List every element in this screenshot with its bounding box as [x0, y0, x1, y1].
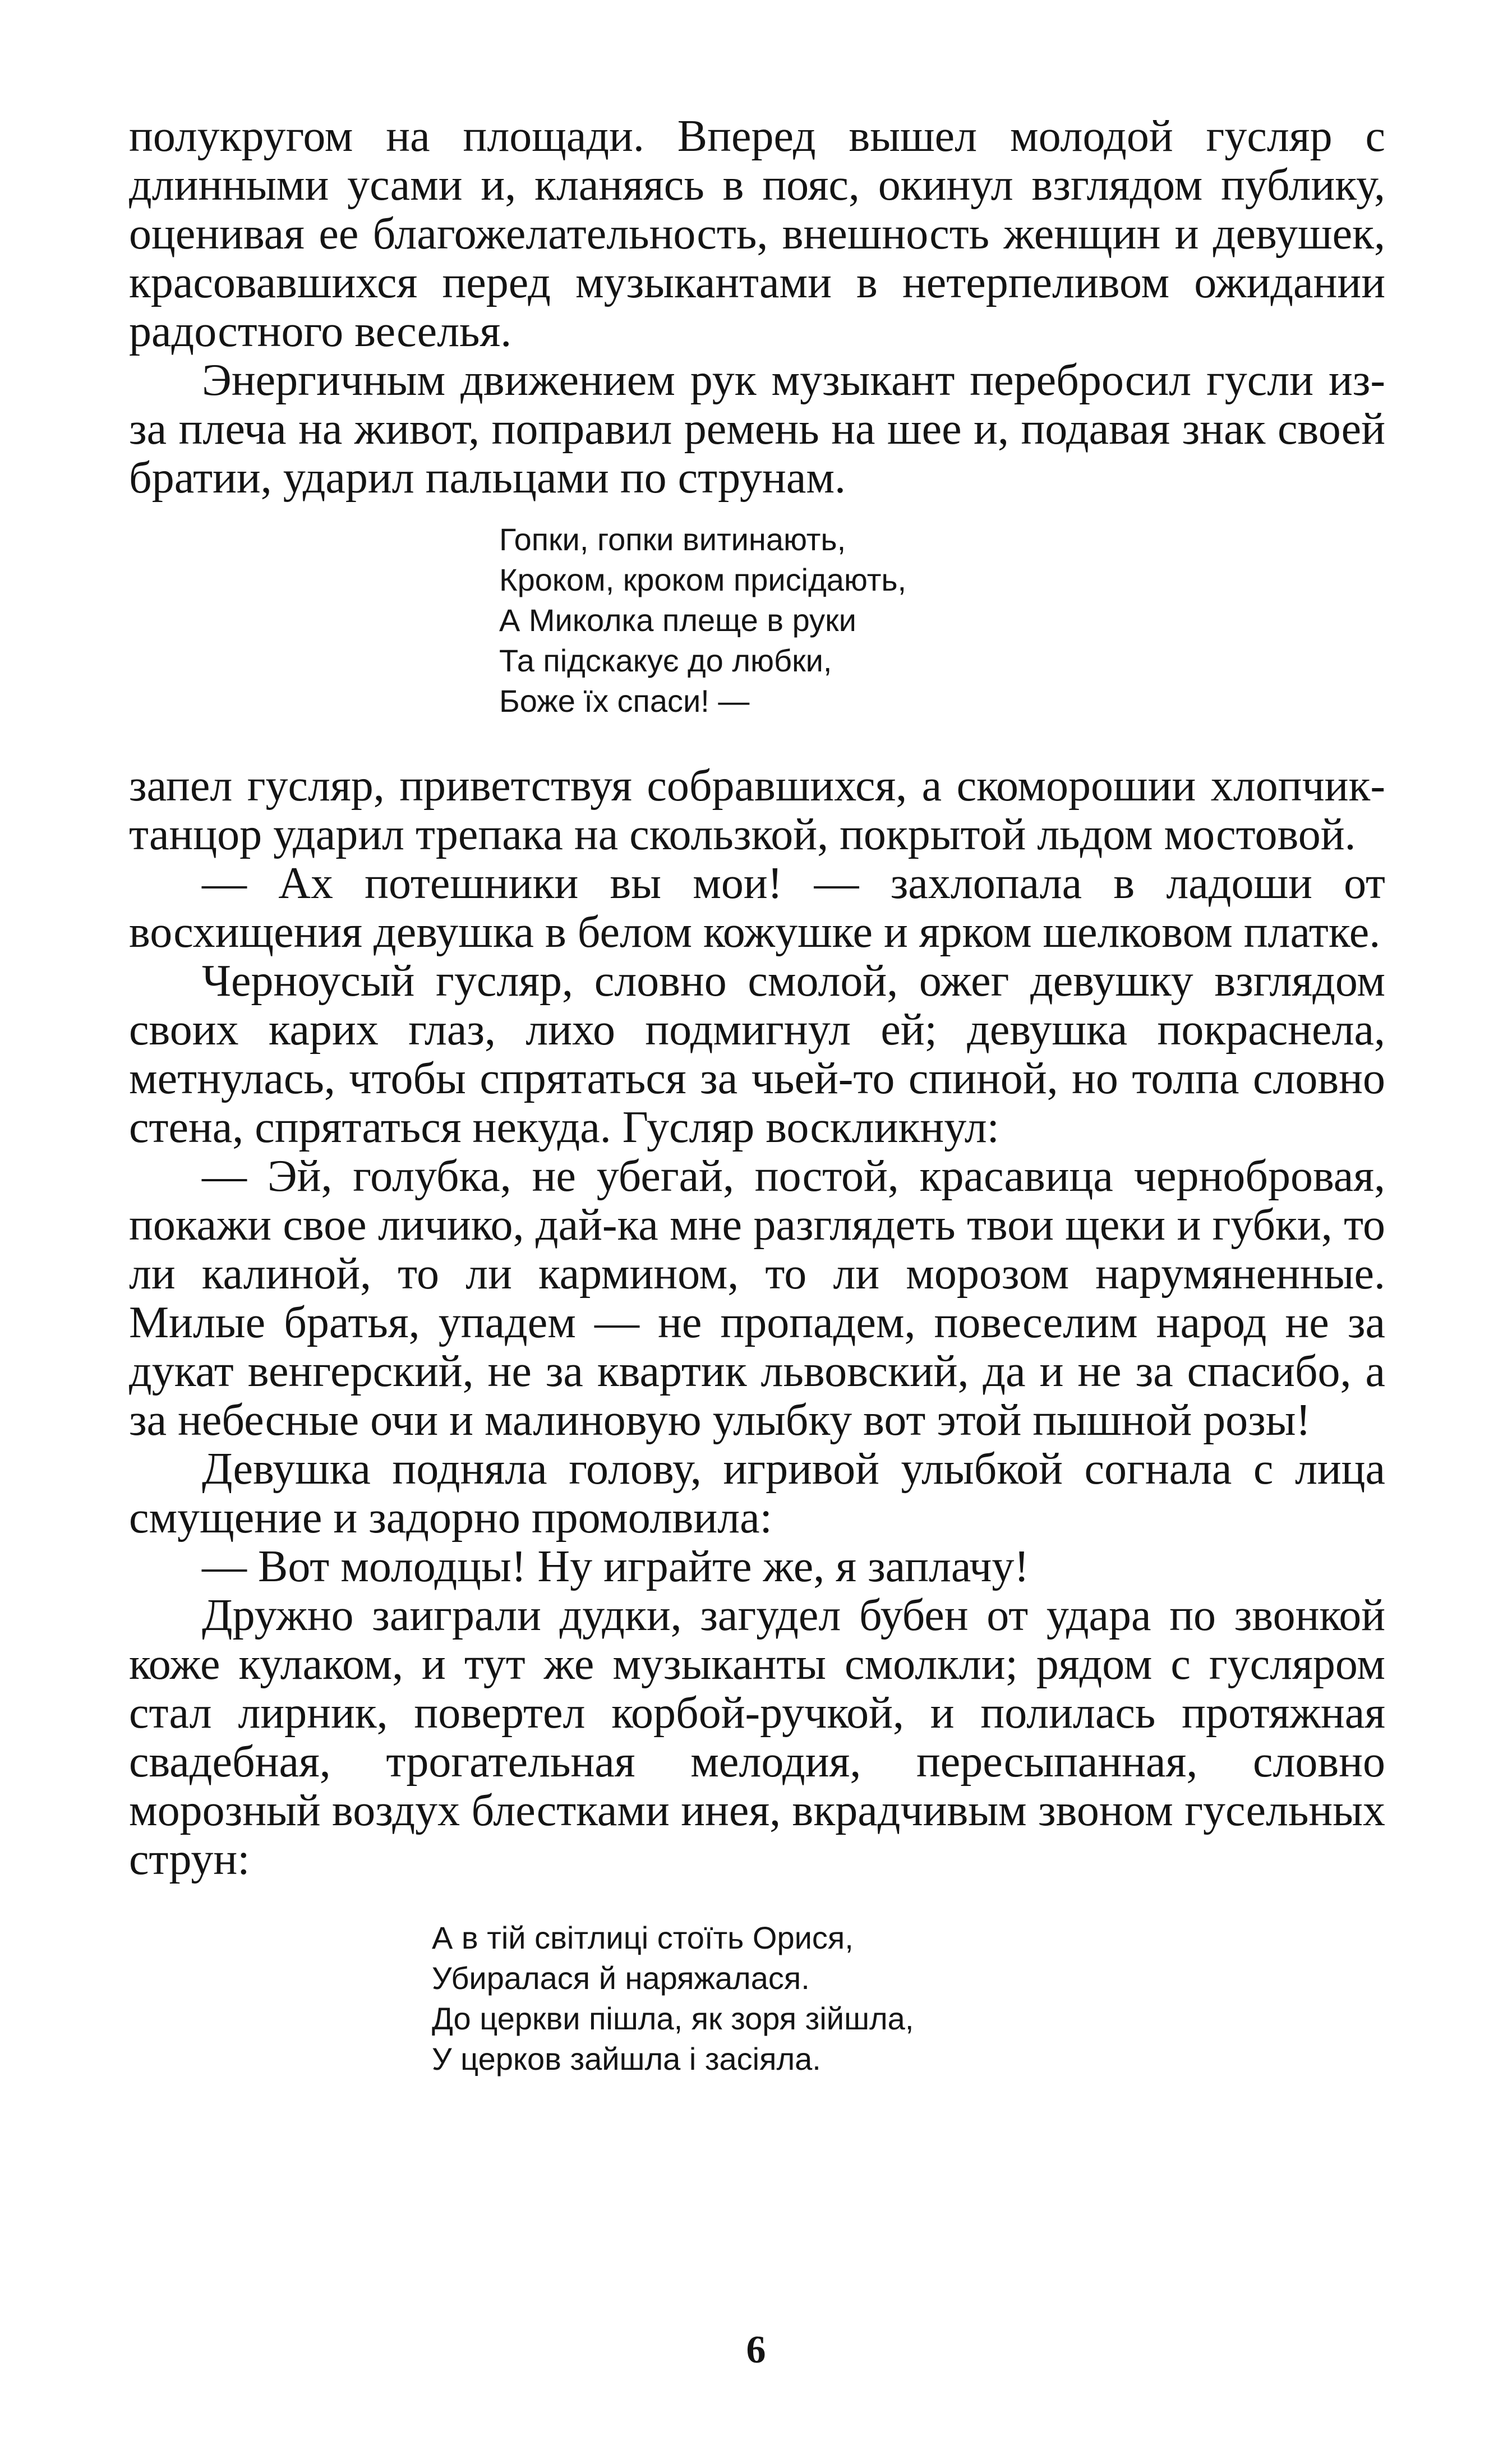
song-verse-2 [432, 1918, 1385, 2079]
paragraph-dove: — Эй, голубка, не убегай, постой, красавица чернобровая, покажи свое личико, дай-ка мне разглядеть твои щеки и губки, то ли калиной, то ли кармином, то ли морозом нарумяненные. Милые братья, упадем — не пропадем, повеселим народ не за дукат венгерский, не за квартик львовский, да и не за спасибо, а за небесные очи и малиновую улыбку вот этой пышной розы! [129, 1152, 1385, 1445]
paragraph-exclamation: — Ах потешники вы мои! — захлопала в ладоши от восхищения девушка в белом кожушке и ярком шелковом платке. [129, 859, 1385, 957]
paragraph-musician: Энергичным движением рук музыкант перебросил гусли из-за плеча на живот, поправил ремень на шее и, подавая знак своей братии, ударил пальцами по струнам. [129, 356, 1385, 503]
paragraph-continuation: полукругом на площади. Вперед вышел молодой гусляр с длинными усами и, кланяясь в пояс, окинул взглядом публику, оценивая ее благожелательность, внешность женщин и девушек, красовавшихся перед музыкантами в нетерпеливом ожидании радостного веселья. [129, 112, 1385, 356]
book-page [129, 112, 1385, 2079]
verse-line: Боже їх спаси! — [499, 683, 750, 719]
paragraph-well-done: — Вот молодцы! Ну играйте же, я заплачу! [202, 1542, 1030, 1591]
verse-line: Убиралася й наряжалася. [432, 1960, 810, 1996]
verse-line: А в тій світлиці стоїть Орися, [432, 1920, 854, 1955]
verse-line: Гопки, гопки витинають, [499, 522, 846, 557]
verse-line: До церкви пішла, як зоря зійшла, [432, 2001, 914, 2036]
verse-line: А Миколка плеще в руки [499, 602, 856, 638]
page-number: 6 [746, 2328, 766, 2372]
verse-line: Та підскакує до любки, [499, 643, 832, 678]
paragraph-black-mustache: Черноусый гусляр, словно смолой, ожег девушку взглядом своих карих глаз, лихо подмигнул ей; девушка покраснела, метнулась, чтобы спрятаться за чьей-то спиной, но толпа словно стена, спрятаться некуда. Гусляр воскликнул: [129, 956, 1385, 1152]
paragraph-girl-raised-head: Девушка подняла голову, игривой улыбкой согнала с лица смущение и задорно промолвила: [129, 1444, 1385, 1543]
song-verse-1 [499, 519, 1385, 721]
paragraph-sang: запел гусляр, приветствуя собравшихся, а скоморошии хлопчик-танцор ударил трепака на скользкой, покрытой льдом мостовой. [129, 761, 1385, 859]
verse-line: У церков зайшла і засіяла. [432, 2041, 821, 2077]
paragraph-pipes: Дружно заиграли дудки, загудел бубен от удара по звонкой коже кулаком, и тут же музыканты смолкли; рядом с гусляром стал лирник, повертел корбой-ручкой, и полилась протяжная свадебная, трогательная мелодия, пересыпанная, словно морозный воздух блестками инея, вкрадчивым звоном гусельных струн: [129, 1591, 1385, 1884]
verse-line: Кроком, кроком присідають, [499, 562, 907, 597]
